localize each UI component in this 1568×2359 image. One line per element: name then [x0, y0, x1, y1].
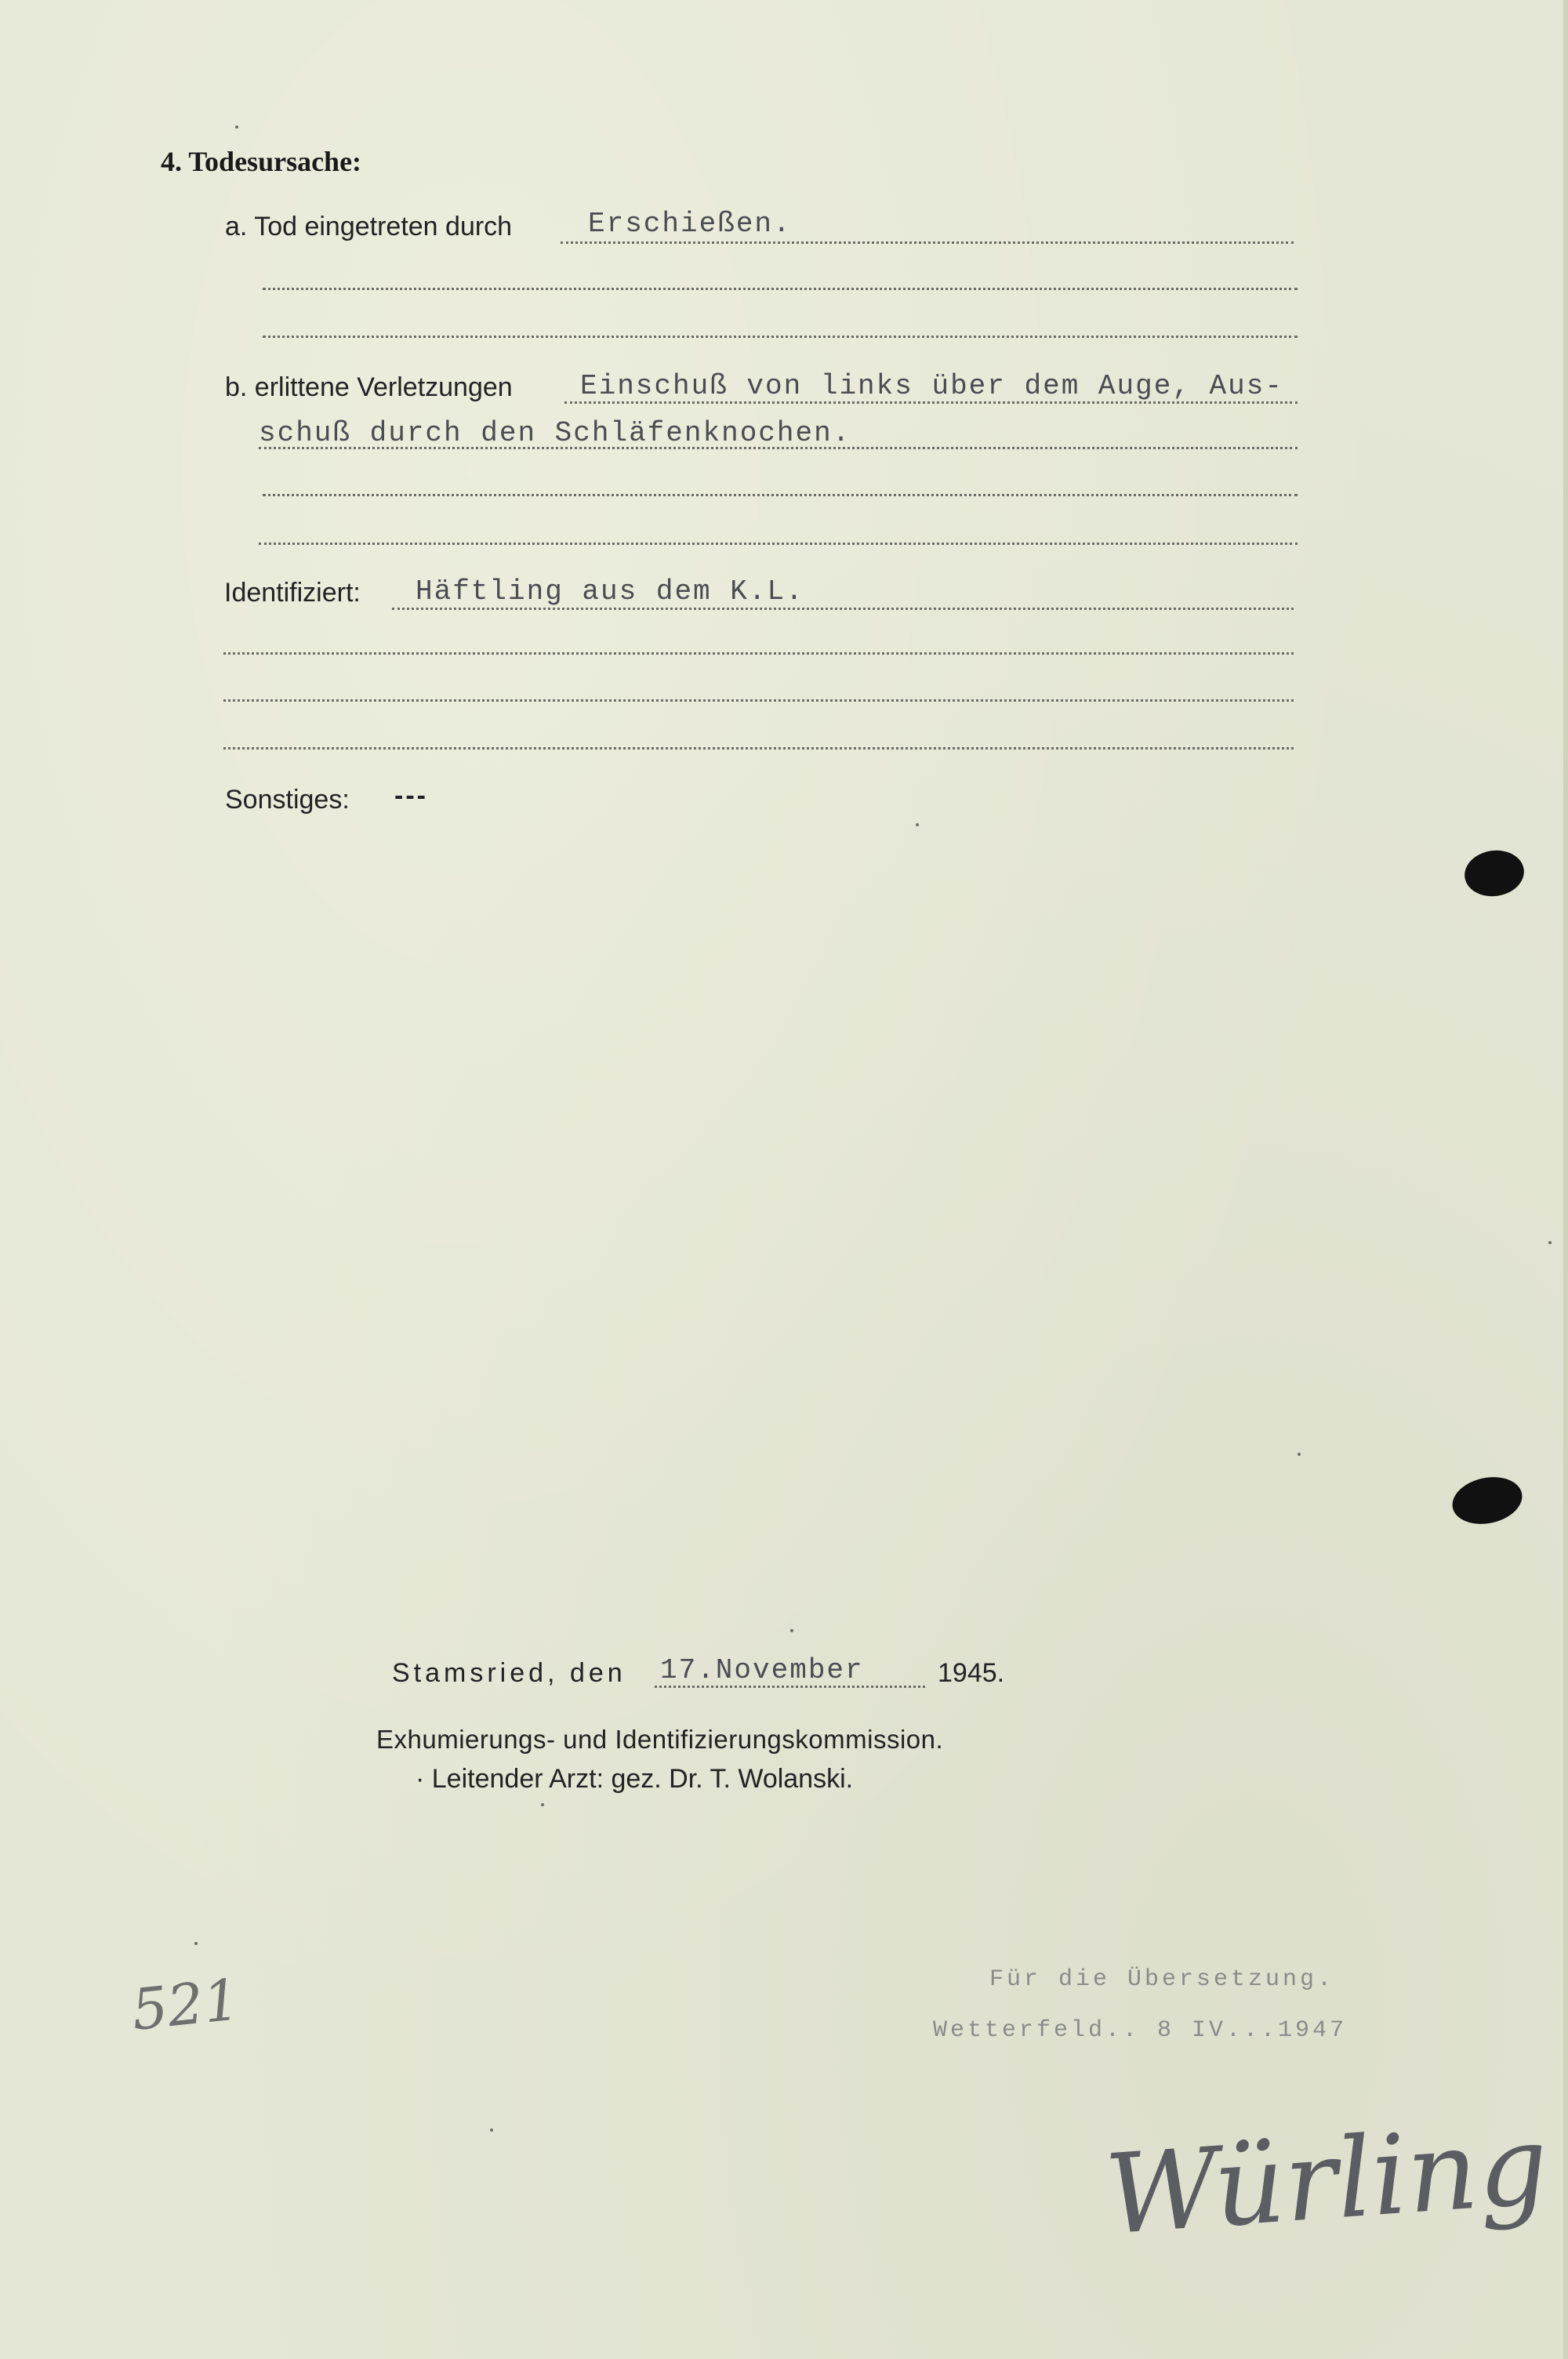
cause-line-3 — [263, 336, 1298, 338]
paper-speck — [1298, 1453, 1301, 1456]
punch-hole-bottom — [1448, 1471, 1526, 1530]
injuries-line-1 — [564, 401, 1298, 404]
cause-label: a. Tod eingetreten durch — [225, 212, 513, 241]
other-label: Sonstiges: — [225, 785, 350, 815]
paper-speck — [490, 2129, 493, 2132]
cause-value: Erschießen. — [588, 208, 792, 240]
paper-speck — [790, 1629, 793, 1632]
section-heading: 4. Todesursache: — [161, 146, 362, 177]
paper-edge — [1563, 0, 1568, 2359]
paper-speck — [1548, 1241, 1552, 1244]
handwritten-page-number: 521 — [128, 1966, 243, 2043]
identified-line-4 — [223, 747, 1294, 749]
identified-line-3 — [223, 699, 1294, 702]
injuries-label: b. erlittene Verletzungen — [225, 372, 513, 402]
identified-line-2 — [223, 652, 1294, 655]
paper-speck — [916, 823, 919, 826]
translation-stamp-line-2: Wetterfeld.. 8 IV...1947 — [933, 2017, 1348, 2044]
paper-speck — [194, 1942, 198, 1945]
handwritten-signature: Würling — [1102, 2101, 1552, 2260]
injuries-line-3 — [263, 494, 1298, 496]
paper-speck — [235, 125, 238, 129]
punch-hole-top — [1461, 847, 1526, 900]
doctor-line: · Leitender Arzt: gez. Dr. T. Wolanski. — [416, 1764, 854, 1794]
commission-name: Exhumierungs- und Identifizierungskommission. — [376, 1725, 944, 1754]
year-value: 1945. — [938, 1658, 1005, 1688]
cause-line-1 — [561, 241, 1294, 244]
identified-value: Häftling aus dem K.L. — [416, 575, 804, 608]
injuries-line-2 — [259, 447, 1298, 449]
injuries-value-line-1: Einschuß von links über dem Auge, Aus- — [580, 370, 1283, 402]
date-value: 17.November — [660, 1654, 864, 1686]
identified-line-1 — [392, 608, 1294, 610]
other-value: --- — [394, 781, 428, 811]
identified-label: Identifiziert: — [224, 578, 361, 608]
cause-line-2 — [263, 288, 1298, 290]
injuries-line-4 — [259, 543, 1298, 545]
place-and-date-label: Stamsried, den — [392, 1658, 626, 1688]
injuries-value-line-2: schuß durch den Schläfenknochen. — [259, 417, 851, 449]
paper-speck — [541, 1803, 544, 1806]
translation-stamp-line-1: Für die Übersetzung. — [989, 1966, 1335, 1993]
date-line — [655, 1686, 925, 1688]
